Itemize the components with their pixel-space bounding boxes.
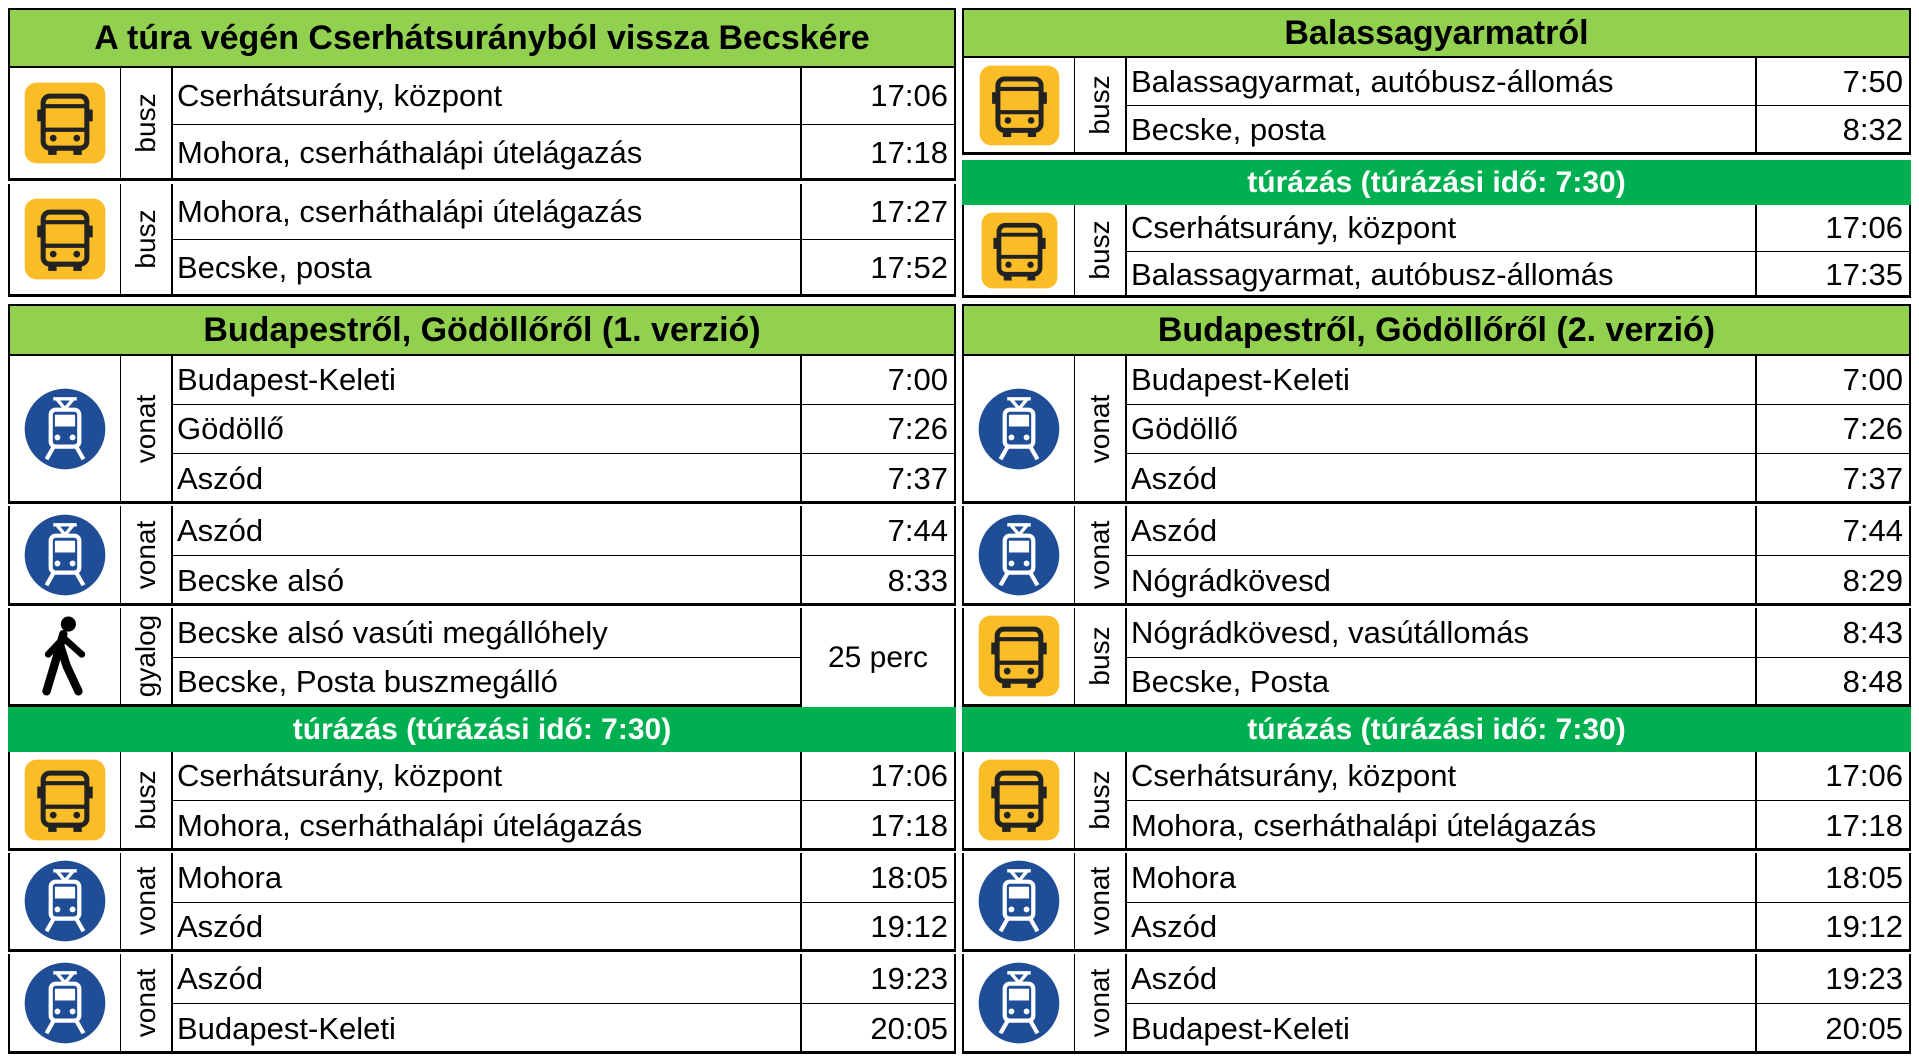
mode-icon-cell (964, 853, 1074, 949)
panel-title: Budapestről, Gödöllőről (1. verzió) (8, 304, 956, 356)
stop-name: Cserhátsurány, központ (177, 758, 503, 793)
timetable-row (1125, 252, 1909, 298)
departure-time: 7:37 (887, 460, 948, 496)
mode-label: busz (130, 209, 161, 269)
timetable-row (1125, 506, 1909, 556)
mode-label-cell (1074, 752, 1127, 848)
departure-time: 17:18 (870, 134, 948, 170)
timetable-row (1125, 1004, 1909, 1054)
mode-label-cell (120, 752, 173, 848)
mode-label-cell (1074, 205, 1127, 295)
timetable-row (1125, 106, 1909, 155)
departure-time: 17:18 (870, 807, 948, 843)
stop-name: Budapest-Keleti (1131, 362, 1350, 397)
timetable-row (1125, 58, 1909, 106)
timetable-row (1125, 454, 1909, 504)
stop-name: Aszód (1131, 909, 1218, 944)
mode-label-cell (1074, 356, 1127, 501)
stop-name: Becske alsó (177, 562, 345, 598)
mode-icon-cell (964, 356, 1074, 501)
time-column-divider (800, 184, 802, 294)
route-leg (962, 205, 1911, 298)
timetable-row (171, 184, 954, 240)
timetable-row (1125, 405, 1909, 454)
departure-time: 19:12 (870, 909, 948, 944)
route-leg (962, 356, 1911, 504)
stop-name: Aszód (1131, 512, 1218, 548)
mode-icon-cell (964, 506, 1074, 603)
mode-label: busz (1084, 75, 1115, 135)
timetable-row (171, 556, 954, 606)
mode-label-cell (120, 853, 173, 949)
timetable-row (1125, 903, 1909, 952)
time-column-divider (800, 356, 802, 501)
stop-name: Budapest-Keleti (177, 1010, 396, 1046)
route-leg (962, 58, 1911, 155)
stop-name: Becske, posta (177, 250, 372, 285)
mode-label-cell (120, 608, 173, 704)
stop-name: Nógrádkövesd (1131, 562, 1331, 598)
stop-name: Gödöllő (1131, 411, 1238, 446)
stop-name: Cserhátsurány, központ (177, 78, 503, 113)
timetable-row (171, 356, 954, 405)
train-icon (977, 513, 1061, 597)
stop-name: Cserhátsurány, központ (1131, 758, 1457, 793)
mode-label: vonat (1084, 520, 1115, 589)
departure-time: 17:35 (1825, 256, 1903, 292)
stop-name: Becske, Posta buszmegálló (177, 664, 558, 699)
stop-name: Mohora (1131, 859, 1237, 895)
departure-time: 18:05 (1825, 859, 1903, 895)
train-icon (977, 859, 1061, 943)
departure-time: 17:06 (870, 78, 948, 113)
time-column-divider (1755, 853, 1757, 949)
route-leg (8, 608, 956, 707)
timetable-row (1125, 954, 1909, 1004)
stop-name: Mohora, cserháthalápi útelágazás (177, 193, 643, 229)
mode-label: vonat (1084, 968, 1115, 1037)
mode-icon-cell (964, 58, 1074, 152)
timetable-row (171, 903, 954, 952)
mode-label-cell (1074, 954, 1127, 1051)
mode-label: vonat (130, 968, 161, 1037)
timetable-row (1125, 608, 1909, 658)
stop-name: Mohora, cserháthalápi útelágazás (177, 134, 643, 170)
train-icon (23, 859, 107, 943)
timetable-row (171, 506, 954, 556)
panel-title: Balassagyarmatról (962, 8, 1911, 58)
departure-time: 18:05 (870, 859, 948, 895)
mode-icon-cell (10, 752, 120, 848)
timetable-row (171, 240, 954, 297)
timetable-row (171, 752, 954, 801)
mode-label: busz (1084, 770, 1115, 830)
route-leg (962, 608, 1911, 707)
stop-name: Aszód (177, 512, 264, 548)
mode-label: vonat (130, 520, 161, 589)
mode-icon-cell (10, 68, 120, 178)
stop-name: Becske, posta (1131, 112, 1326, 147)
stop-name: Balassagyarmat, autóbusz-állomás (1131, 63, 1614, 99)
departure-time: 17:18 (1825, 807, 1903, 843)
timetable-row (1125, 658, 1909, 707)
time-column-divider (1755, 608, 1757, 704)
time-column-divider (1755, 506, 1757, 603)
walk-duration: 25 perc (802, 608, 954, 707)
train-icon (977, 961, 1061, 1045)
mode-label-cell (1074, 853, 1127, 949)
mode-label-cell (1074, 608, 1127, 704)
departure-time: 7:26 (887, 411, 948, 446)
mode-label: gyalog (130, 614, 161, 698)
timetable-row (171, 1004, 954, 1054)
departure-time: 19:23 (870, 960, 948, 996)
departure-time: 19:12 (1825, 909, 1903, 944)
mode-label-cell (1074, 506, 1127, 603)
mode-icon-cell (10, 954, 120, 1051)
timetable-row (171, 954, 954, 1004)
route-leg (8, 954, 956, 1054)
time-column-divider (800, 68, 802, 178)
mode-label-cell (120, 356, 173, 501)
departure-time: 7:37 (1842, 460, 1903, 496)
departure-time: 20:05 (870, 1010, 948, 1046)
hike-bar: túrázás (túrázási idő: 7:30) (962, 160, 1911, 205)
bus-icon (23, 81, 107, 165)
mode-label-cell (120, 184, 173, 294)
time-column-divider (1755, 752, 1757, 848)
timetable-row (171, 125, 954, 181)
time-column-divider (1755, 205, 1757, 295)
mode-icon-cell (10, 608, 120, 704)
stop-name: Budapest-Keleti (1131, 1010, 1350, 1046)
stop-name: Balassagyarmat, autóbusz-állomás (1131, 256, 1614, 292)
stop-name: Becske alsó vasúti megállóhely (177, 615, 608, 650)
budapest-v2 (962, 304, 1911, 1056)
mode-label-cell (120, 506, 173, 603)
timetable-row (171, 454, 954, 504)
panel-title: A túra végén Cserhátsurányból vissza Becskére (8, 8, 956, 68)
mode-label: vonat (1084, 394, 1115, 463)
mode-icon-cell (10, 853, 120, 949)
walk-icon (23, 614, 107, 698)
route-leg (962, 752, 1911, 851)
time-column-divider (800, 954, 802, 1051)
route-leg (8, 853, 956, 952)
route-leg (962, 506, 1911, 606)
stop-name: Mohora, cserháthalápi útelágazás (177, 807, 643, 843)
departure-time: 7:44 (887, 512, 948, 548)
route-leg (962, 954, 1911, 1054)
stop-name: Aszód (1131, 460, 1218, 496)
departure-time: 8:48 (1842, 664, 1903, 699)
budapest-v1 (8, 304, 956, 1056)
timetable-row (1125, 801, 1909, 851)
mode-label: vonat (130, 394, 161, 463)
departure-time: 8:32 (1842, 112, 1903, 147)
route-leg (962, 853, 1911, 952)
train-icon (977, 387, 1061, 471)
stop-name: Cserhátsurány, központ (1131, 210, 1457, 245)
departure-time: 7:44 (1842, 512, 1903, 548)
timetable-row (171, 405, 954, 454)
bus-icon (977, 614, 1061, 698)
mode-label-cell (120, 68, 173, 178)
mode-label: vonat (130, 866, 161, 936)
stop-name: Aszód (177, 460, 264, 496)
timetable-row (1125, 752, 1909, 801)
mode-label: busz (130, 93, 161, 153)
train-icon (23, 961, 107, 1045)
stop-name: Aszód (1131, 960, 1218, 996)
return-panel (8, 8, 956, 298)
timetable-row (171, 68, 954, 125)
bus-icon (978, 64, 1061, 147)
timetable-row (1125, 356, 1909, 405)
bus-icon (23, 758, 107, 842)
stop-name: Aszód (177, 909, 264, 944)
route-leg (8, 506, 956, 606)
time-column-divider (1755, 58, 1757, 152)
mode-icon-cell (964, 954, 1074, 1051)
route-leg (8, 752, 956, 851)
stop-name: Gödöllő (177, 411, 284, 446)
mode-label: busz (1084, 626, 1115, 686)
panel-title: Budapestről, Gödöllőről (2. verzió) (962, 304, 1911, 356)
time-column-divider (800, 506, 802, 603)
timetable-row (1125, 205, 1909, 252)
departure-time: 17:27 (870, 193, 948, 229)
stop-name: Aszód (177, 960, 264, 996)
mode-label: busz (130, 770, 161, 830)
route-leg (8, 68, 956, 181)
bus-icon (977, 758, 1061, 842)
mode-icon-cell (10, 356, 120, 501)
stop-name: Budapest-Keleti (177, 362, 396, 397)
mode-icon-cell (964, 205, 1074, 295)
mode-label: vonat (1084, 866, 1115, 936)
departure-time: 17:06 (870, 758, 948, 793)
bus-icon (23, 197, 107, 281)
mode-label-cell (1074, 58, 1127, 152)
departure-time: 7:00 (1842, 362, 1903, 397)
time-column-divider (1755, 954, 1757, 1051)
bus-icon (980, 211, 1059, 290)
hike-bar: túrázás (túrázási idő: 7:30) (962, 707, 1911, 752)
hike-bar: túrázás (túrázási idő: 7:30) (8, 707, 956, 752)
timetable-row (171, 853, 954, 903)
departure-time: 17:52 (870, 250, 948, 285)
time-column-divider (1755, 356, 1757, 501)
balassagyarmat-panel (962, 8, 1911, 298)
timetable-row (1125, 853, 1909, 903)
route-leg (8, 356, 956, 504)
stop-name: Becske, Posta (1131, 664, 1330, 699)
time-column-divider (800, 853, 802, 949)
stop-name: Mohora (177, 859, 283, 895)
departure-time: 19:23 (1825, 960, 1903, 996)
departure-time: 7:26 (1842, 411, 1903, 446)
train-icon (23, 513, 107, 597)
mode-icon-cell (964, 752, 1074, 848)
mode-label: busz (1084, 220, 1115, 280)
stop-name: Nógrádkövesd, vasútállomás (1131, 614, 1530, 650)
departure-time: 7:00 (887, 362, 948, 397)
departure-time: 8:29 (1842, 562, 1903, 598)
route-leg (8, 184, 956, 297)
departure-time: 8:33 (887, 562, 948, 598)
departure-time: 17:06 (1825, 758, 1903, 793)
timetable-row (171, 801, 954, 851)
stop-name: Mohora, cserháthalápi útelágazás (1131, 807, 1597, 843)
departure-time: 20:05 (1825, 1010, 1903, 1046)
timetable-row (1125, 556, 1909, 606)
train-icon (23, 387, 107, 471)
mode-icon-cell (10, 506, 120, 603)
departure-time: 7:50 (1842, 63, 1903, 99)
mode-label-cell (120, 954, 173, 1051)
departure-time: 17:06 (1825, 210, 1903, 245)
departure-time: 8:43 (1842, 614, 1903, 650)
mode-icon-cell (964, 608, 1074, 704)
time-column-divider (800, 752, 802, 848)
mode-icon-cell (10, 184, 120, 294)
